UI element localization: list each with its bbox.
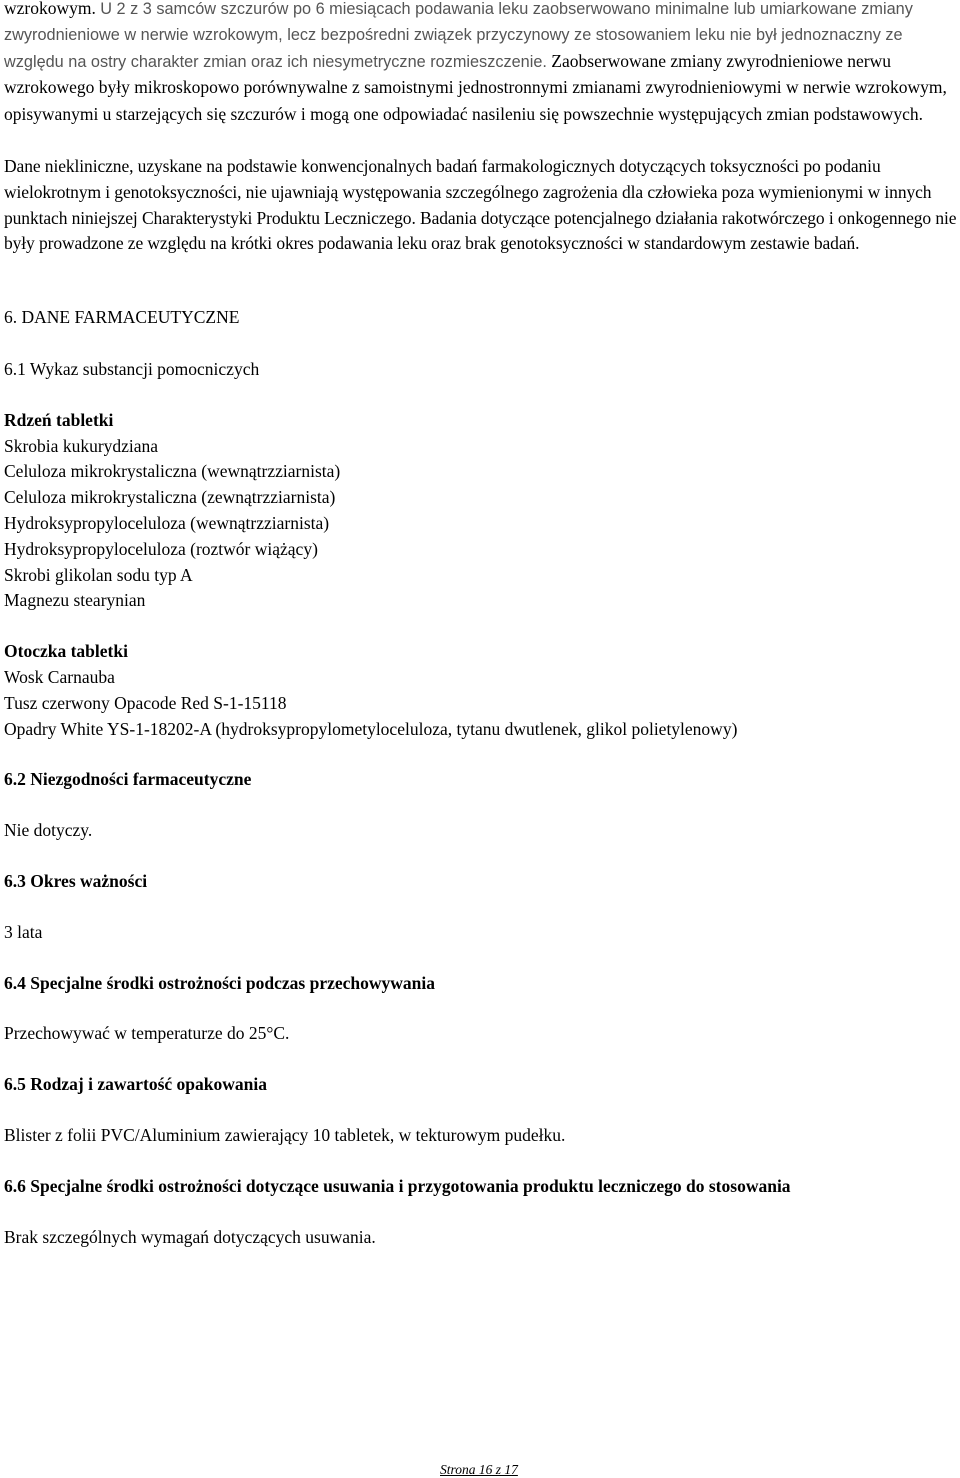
core-heading: Rdzeń tabletki [4,409,114,430]
section-6-2-text: Nie dotyczy. [4,820,93,841]
paragraph-rest-text: Zaobserwowane zmiany zwyrodnieniowe nerwu wzrokowego były mikroskopowo porównywalne z samoistnymi jednostronnymi zmianami zwyrodnieniowymi w nerwie wzrokowym, opisywanymi u starzejących się szczurów i mogą one odpowiadać nasileniu się powszechnie występujących zmian podstawowych. [4,50,947,125]
section-6-6-text: Brak szczególnych wymagań dotyczących usuwania. [4,1226,376,1247]
page-number: Strona 16 z 17 [440,1462,518,1477]
list-item: Tusz czerwony Opacode Red S-1-15118 [4,692,287,713]
section-6-5-title: 6.5 Rodzaj i zawartość opakowania [4,1074,267,1095]
paragraph-faded-text: U 2 z 3 samców szczurów po 6 miesiącach podawania leku zaobserwowano minimalne lub umiarkowane zmiany zwyrodnieniowe w nerwie wzrokowym, lecz bezpośredni związek przyczynowy ze stosowaniem leku nie był jednoznaczny ze względu na ostry charakter zmian oraz ich niesymetryczne rozmieszczenie. [4,0,913,71]
coating-ingredient-list [4,665,960,742]
page-footer [440,1462,518,1478]
list-item: Magnezu stearynian [4,590,146,611]
section-6-3-text: 3 lata [4,921,43,942]
list-item: Celuloza mikrokrystaliczna (wewnątrzziarnista) [4,461,341,482]
list-item: Wosk Carnauba [4,666,115,687]
section-6-6-title: 6.6 Specjalne środki ostrożności dotyczące usuwania i przygotowania produktu leczniczego do stosowania [4,1175,791,1196]
list-item: Celuloza mikrokrystaliczna (zewnątrzziarnista) [4,487,336,508]
coating-heading: Otoczka tabletki [4,641,128,662]
section-6-1-title: 6.1 Wykaz substancji pomocniczych [4,358,260,379]
paragraph-start-text: wzrokowym. [4,0,101,18]
document-page [4,0,960,1250]
list-item: Hydroksypropyloceluloza (wewnątrzziarnista) [4,512,330,533]
section-6-3-title: 6.3 Okres ważności [4,870,148,891]
section-6-4-title: 6.4 Specjalne środki ostrożności podczas przechowywania [4,972,436,993]
list-item: Skrobia kukurydziana [4,435,159,456]
section-6-2-title: 6.2 Niezgodności farmaceutyczne [4,769,252,790]
section-6-title: 6. DANE FARMACEUTYCZNE [4,307,240,328]
core-ingredient-list [4,434,960,615]
list-item: Skrobi glikolan sodu typ A [4,564,193,585]
section-6-5-text: Blister z folii PVC/Aluminium zawierający 10 tabletek, w tekturowym pudełku. [4,1124,566,1145]
paragraph-optic-nerve [4,0,960,129]
paragraph-preclinical: Dane niekliniczne, uzyskane na podstawie konwencjonalnych badań farmakologicznych dotyczących toksyczności po podaniu wielokrotnym i genotoksyczności, nie ujawniają występowania szczególnego zagrożenia dla człowieka poza wymienionymi w innych punktach niniejszej Charakterystyki Produktu Leczniczego. Badania dotyczące potencjalnego działania rakotwórczego i onkogennego nie były prowadzone ze względu na krótki okres podawania leku oraz brak genotoksyczności w standardowym zestawie badań. [4,155,957,254]
list-item: Opadry White YS-1-18202-A (hydroksypropylometyloceluloza, tytanu dwutlenek, glikol polietylenowy) [4,718,738,739]
list-item: Hydroksypropyloceluloza (roztwór wiążący) [4,538,318,559]
section-6-4-text: Przechowywać w temperaturze do 25°C. [4,1023,290,1044]
